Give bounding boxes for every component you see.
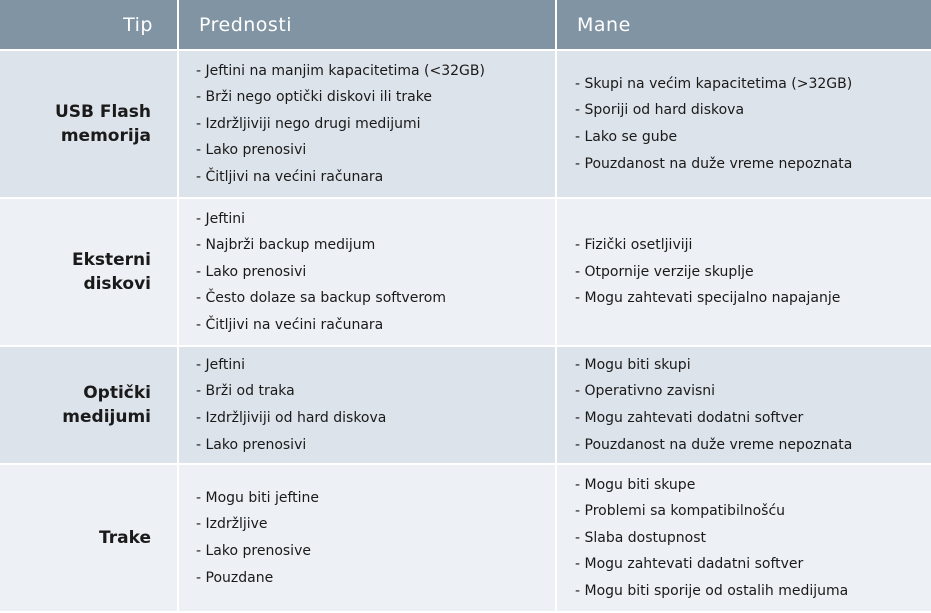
pros-cell [177, 199, 555, 347]
header-tip: Tip [0, 0, 177, 51]
table-row [0, 347, 931, 465]
list-item: - Mogu zahtevati dadatni softver [575, 556, 804, 573]
list-item: - Čitljivi na većini računara [196, 316, 384, 333]
pros-cell [177, 465, 555, 613]
list-item: - Mogu biti sporije od ostalih medijuma [575, 582, 849, 599]
list-item: - Mogu zahtevati dodatni softver [575, 410, 804, 426]
list-item: - Lako prenosivi [196, 142, 307, 159]
header-mane: Mane [555, 0, 931, 51]
row-type-label: Trake [99, 528, 151, 548]
table-row [0, 199, 931, 347]
list-item: - Često dolaze sa backup softverom [196, 290, 446, 307]
list-item: - Jeftini [196, 210, 246, 227]
list-item: - Pouzdanost na duže vreme nepoznata [575, 155, 853, 172]
cons-cell [555, 199, 931, 347]
list-item: - Pouzdane [196, 569, 274, 586]
list-item: - Jeftini [196, 356, 246, 373]
list-item: - Otpornije verzije skuplje [575, 263, 754, 280]
list-item: - Fizički osetljiviji [575, 237, 693, 254]
list-item: - Mogu biti skupe [575, 476, 696, 493]
pros-list [196, 485, 555, 591]
list-item: - Problemi sa kompatibilnošću [575, 503, 786, 520]
cons-list [575, 352, 931, 458]
list-item: - Skupi na većim kapacitetima (>32GB) [575, 75, 853, 92]
list-item: - Lako prenosivi [196, 263, 307, 280]
row-type-label: medijumi [62, 407, 151, 427]
list-item: - Slaba dostupnost [575, 529, 706, 546]
list-item: - Jeftini na manjim kapacitetima (<32GB) [196, 62, 485, 79]
list-item: - Operativno zavisni [575, 383, 716, 400]
pros-list [196, 352, 555, 458]
row-type-label: Eksterni [71, 250, 151, 270]
row-type-label: USB Flash [54, 102, 151, 122]
list-item: - Brži nego optički diskovi ili trake [196, 89, 432, 106]
list-item: - Sporiji od hard diskova [575, 102, 745, 119]
list-item: - Mogu biti jeftine [196, 489, 320, 506]
pros-cell [177, 347, 555, 465]
row-type-cell [0, 347, 177, 465]
list-item: - Lako prenosive [196, 543, 311, 559]
cons-list [575, 232, 931, 312]
list-item: - Izdržljive [196, 516, 268, 533]
cons-cell [555, 347, 931, 465]
list-item: - Lako prenosivi [196, 436, 307, 453]
cons-cell [555, 51, 931, 199]
list-item: - Izdržljiviji nego drugi medijumi [196, 115, 421, 132]
list-item: - Pouzdanost na duže vreme nepoznata [575, 436, 853, 453]
row-type-cell [0, 51, 177, 199]
row-type-label: memorija [60, 126, 151, 146]
list-item: - Brži od traka [196, 383, 295, 400]
row-type-label: diskovi [83, 274, 151, 294]
pros-list [196, 206, 555, 339]
list-item: - Mogu zahtevati specijalno napajanje [575, 290, 841, 307]
pros-cell [177, 51, 555, 199]
header-prednosti: Prednosti [177, 0, 555, 51]
list-item: - Lako se gube [575, 129, 678, 145]
row-type-label: Optički [83, 383, 151, 403]
pros-list [196, 58, 555, 191]
cons-cell [555, 465, 931, 613]
list-item: - Izdržljiviji od hard diskova [196, 410, 387, 426]
row-type-cell [0, 199, 177, 347]
list-item: - Čitljivi na većini računara [196, 168, 384, 185]
table-row [0, 51, 931, 199]
list-item: - Mogu biti skupi [575, 356, 691, 373]
header-row [0, 0, 931, 51]
table-row [0, 465, 931, 613]
cons-list [575, 472, 931, 605]
row-type-cell [0, 465, 177, 613]
list-item: - Najbrži backup medijum [196, 237, 376, 254]
cons-list [575, 71, 931, 177]
